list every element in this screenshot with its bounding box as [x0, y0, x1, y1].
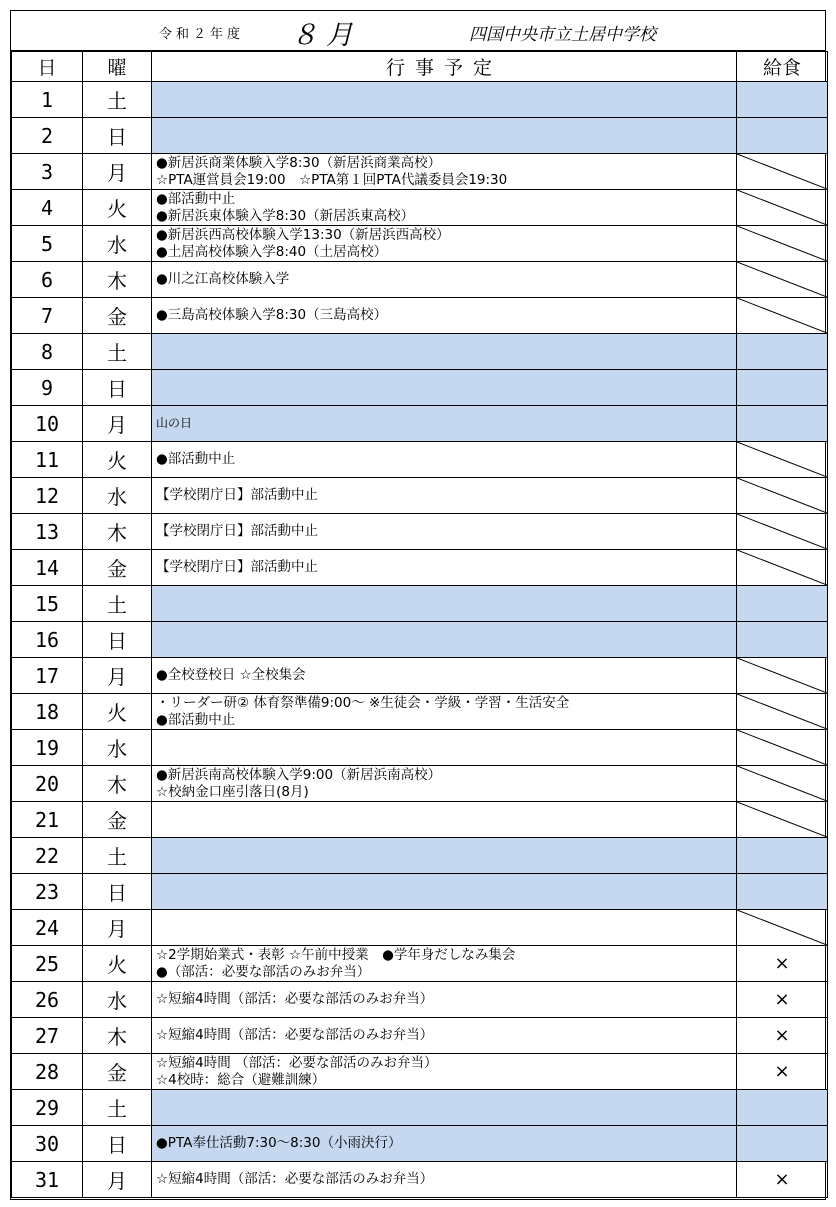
- event-line: ☆短縮4時間（部活：必要な部活のみお弁当）: [156, 1171, 434, 1187]
- weekday: 木: [83, 1018, 152, 1054]
- diagonal-line-icon: [737, 154, 827, 189]
- lunch-mark: [737, 334, 828, 370]
- table-row: [12, 838, 828, 874]
- event-line: ●部活動中止: [156, 190, 236, 207]
- no-lunch-slash: [737, 730, 828, 766]
- event-cell: [152, 442, 737, 478]
- event-line: ●全校登校日 ☆全校集会: [156, 667, 306, 683]
- no-lunch-slash: [737, 910, 828, 946]
- weekday: 月: [83, 658, 152, 694]
- day-number: 6: [12, 262, 83, 298]
- table-row: [12, 1162, 828, 1198]
- event-line: 【学校閉庁日】部活動中止: [156, 487, 318, 503]
- weekday: 金: [83, 802, 152, 838]
- weekday: 日: [83, 370, 152, 406]
- no-lunch-slash: [737, 226, 828, 262]
- event-line: ●三島高校体験入学8:30（三島高校）: [156, 307, 388, 323]
- event-line: ●川之江高校体験入学: [156, 271, 290, 287]
- event-cell: [152, 802, 737, 838]
- lunch-mark: [737, 406, 828, 442]
- event-cell: [152, 838, 737, 874]
- lunch-mark: ×: [737, 982, 828, 1018]
- day-number: 11: [12, 442, 83, 478]
- event-cell: [152, 874, 737, 910]
- event-cell: [152, 1162, 737, 1198]
- day-number: 5: [12, 226, 83, 262]
- no-lunch-slash: [737, 262, 828, 298]
- day-number: 12: [12, 478, 83, 514]
- no-lunch-slash: [737, 658, 828, 694]
- event-cell: [152, 694, 737, 730]
- day-number: 21: [12, 802, 83, 838]
- event-cell: [152, 658, 737, 694]
- day-number: 26: [12, 982, 83, 1018]
- day-number: 10: [12, 406, 83, 442]
- day-number: 24: [12, 910, 83, 946]
- event-cell: [152, 298, 737, 334]
- day-number: 23: [12, 874, 83, 910]
- weekday: 日: [83, 118, 152, 154]
- diagonal-line-icon: [737, 262, 827, 297]
- event-cell: [152, 766, 737, 802]
- event-cell: [152, 982, 737, 1018]
- no-lunch-slash: [737, 766, 828, 802]
- weekday: 日: [83, 622, 152, 658]
- weekday: 月: [83, 406, 152, 442]
- event-line: ●PTA奉仕活動7:30～8:30（小雨決行）: [156, 1135, 402, 1151]
- weekday: 月: [83, 1162, 152, 1198]
- table-row: [12, 226, 828, 262]
- event-cell: [152, 190, 737, 226]
- weekday: 月: [83, 154, 152, 190]
- no-lunch-slash: [737, 550, 828, 586]
- event-cell: [152, 1090, 737, 1126]
- column-header-weekday: 曜: [83, 52, 152, 82]
- lunch-mark: [737, 370, 828, 406]
- table-row: [12, 982, 828, 1018]
- diagonal-line-icon: [737, 802, 827, 837]
- event-line: ☆短縮4時間（部活：必要な部活のみお弁当）: [156, 1027, 434, 1043]
- no-lunch-slash: [737, 802, 828, 838]
- weekday: 日: [83, 874, 152, 910]
- day-number: 13: [12, 514, 83, 550]
- lunch-mark: [737, 118, 828, 154]
- weekday: 日: [83, 1126, 152, 1162]
- day-number: 25: [12, 946, 83, 982]
- lunch-mark: [737, 838, 828, 874]
- weekday: 火: [83, 442, 152, 478]
- no-lunch-slash: [737, 190, 828, 226]
- weekday: 土: [83, 838, 152, 874]
- document-header: [11, 11, 825, 51]
- no-lunch-slash: [737, 442, 828, 478]
- table-row: [12, 1126, 828, 1162]
- weekday: 水: [83, 478, 152, 514]
- table-row: [12, 370, 828, 406]
- day-number: 27: [12, 1018, 83, 1054]
- event-cell: [152, 946, 737, 982]
- weekday: 月: [83, 910, 152, 946]
- event-cell: [152, 1018, 737, 1054]
- lunch-mark: [737, 586, 828, 622]
- event-cell: [152, 334, 737, 370]
- schedule-table: [11, 51, 828, 1198]
- event-cell: [152, 154, 737, 190]
- lunch-mark: [737, 1126, 828, 1162]
- no-lunch-slash: [737, 694, 828, 730]
- table-row: [12, 298, 828, 334]
- day-number: 20: [12, 766, 83, 802]
- diagonal-line-icon: [737, 478, 827, 513]
- diagonal-line-icon: [737, 514, 827, 549]
- event-cell: [152, 586, 737, 622]
- day-number: 8: [12, 334, 83, 370]
- event-cell: [152, 730, 737, 766]
- day-number: 3: [12, 154, 83, 190]
- event-cell: [152, 550, 737, 586]
- weekday: 木: [83, 514, 152, 550]
- weekday: 土: [83, 586, 152, 622]
- day-number: 19: [12, 730, 83, 766]
- column-header-events: 行事予定: [152, 52, 737, 82]
- diagonal-line-icon: [737, 694, 827, 729]
- diagonal-line-icon: [737, 298, 827, 333]
- event-line: ●土居高校体験入学8:40（土居高校）: [156, 243, 388, 260]
- day-number: 31: [12, 1162, 83, 1198]
- event-cell: [152, 406, 737, 442]
- day-number: 4: [12, 190, 83, 226]
- diagonal-line-icon: [737, 226, 827, 261]
- weekday: 金: [83, 550, 152, 586]
- lunch-mark: ×: [737, 1162, 828, 1198]
- diagonal-line-icon: [737, 190, 827, 225]
- diagonal-line-icon: [737, 442, 827, 477]
- event-line: ●新居浜西高校体験入学13:30（新居浜西高校）: [156, 226, 450, 243]
- table-row: [12, 910, 828, 946]
- weekday: 水: [83, 982, 152, 1018]
- event-cell: [152, 118, 737, 154]
- weekday: 土: [83, 1090, 152, 1126]
- weekday: 水: [83, 730, 152, 766]
- day-number: 2: [12, 118, 83, 154]
- table-row: [12, 478, 828, 514]
- weekday: 土: [83, 334, 152, 370]
- event-cell: [152, 514, 737, 550]
- diagonal-line-icon: [737, 766, 827, 801]
- day-number: 9: [12, 370, 83, 406]
- lunch-mark: [737, 1090, 828, 1126]
- table-row: [12, 586, 828, 622]
- table-row: [12, 1090, 828, 1126]
- table-row: [12, 118, 828, 154]
- table-row: [12, 874, 828, 910]
- diagonal-line-icon: [737, 658, 827, 693]
- lunch-mark: [737, 82, 828, 118]
- event-cell: [152, 226, 737, 262]
- table-row: [12, 442, 828, 478]
- table-row: [12, 550, 828, 586]
- event-line: ●部活動中止: [156, 711, 236, 728]
- weekday: 木: [83, 262, 152, 298]
- event-cell: [152, 370, 737, 406]
- fiscal-year: 令和２年度: [159, 27, 245, 42]
- event-line: ☆PTA運営員会19:00 ☆PTA第１回PTA代議委員会19:30: [156, 171, 508, 188]
- event-cell: [152, 1054, 737, 1090]
- event-line: ☆4校時：総合（避難訓練）: [156, 1071, 326, 1088]
- event-line: ☆短縮4時間 （部活：必要な部活のみお弁当）: [156, 1054, 438, 1071]
- no-lunch-slash: [737, 298, 828, 334]
- weekday: 火: [83, 694, 152, 730]
- table-row: [12, 82, 828, 118]
- schedule-sheet: [10, 10, 826, 1200]
- event-cell: [152, 262, 737, 298]
- table-row: [12, 406, 828, 442]
- school-name: 四国中央市立土居中学校: [469, 25, 656, 45]
- table-row: [12, 190, 828, 226]
- month-title: ８月: [291, 20, 361, 51]
- column-header-day: 日: [12, 52, 83, 82]
- diagonal-line-icon: [737, 910, 827, 945]
- event-cell: [152, 478, 737, 514]
- day-number: 7: [12, 298, 83, 334]
- schedule-rows: [12, 82, 828, 1198]
- table-row: [12, 658, 828, 694]
- table-row: [12, 766, 828, 802]
- weekday: 水: [83, 226, 152, 262]
- day-number: 14: [12, 550, 83, 586]
- weekday: 木: [83, 766, 152, 802]
- table-row: [12, 334, 828, 370]
- column-header-lunch: 給食: [737, 52, 828, 82]
- table-row: [12, 802, 828, 838]
- day-number: 30: [12, 1126, 83, 1162]
- column-header-row: [12, 52, 828, 82]
- day-number: 1: [12, 82, 83, 118]
- table-row: [12, 946, 828, 982]
- event-line: ☆2学期始業式・表彰 ☆午前中授業 ●学年身だしなみ集会: [156, 946, 516, 963]
- weekday: 火: [83, 946, 152, 982]
- table-row: [12, 622, 828, 658]
- table-row: [12, 1018, 828, 1054]
- lunch-mark: [737, 874, 828, 910]
- lunch-mark: ×: [737, 1018, 828, 1054]
- event-cell: [152, 82, 737, 118]
- day-number: 16: [12, 622, 83, 658]
- table-row: [12, 694, 828, 730]
- lunch-mark: [737, 622, 828, 658]
- day-number: 18: [12, 694, 83, 730]
- lunch-mark: ×: [737, 1054, 828, 1090]
- day-number: 28: [12, 1054, 83, 1090]
- weekday: 金: [83, 298, 152, 334]
- no-lunch-slash: [737, 154, 828, 190]
- no-lunch-slash: [737, 478, 828, 514]
- diagonal-line-icon: [737, 730, 827, 765]
- event-line: ●新居浜商業体験入学8:30（新居浜商業高校）: [156, 154, 442, 171]
- weekday: 火: [83, 190, 152, 226]
- day-number: 29: [12, 1090, 83, 1126]
- event-cell: [152, 910, 737, 946]
- event-cell: [152, 1126, 737, 1162]
- diagonal-line-icon: [737, 550, 827, 585]
- event-line: ●新居浜東体験入学8:30（新居浜東高校）: [156, 207, 415, 224]
- table-row: [12, 262, 828, 298]
- day-number: 15: [12, 586, 83, 622]
- event-cell: [152, 622, 737, 658]
- table-row: [12, 514, 828, 550]
- weekday: 金: [83, 1054, 152, 1090]
- event-line: ●（部活：必要な部活のみお弁当）: [156, 963, 371, 980]
- event-line: ・リーダー研② 体育祭準備9:00～ ※生徒会・学級・学習・生活安全: [156, 694, 570, 711]
- event-line: 【学校閉庁日】部活動中止: [156, 523, 318, 539]
- weekday: 土: [83, 82, 152, 118]
- day-number: 22: [12, 838, 83, 874]
- event-line: ●新居浜南高校体験入学9:00（新居浜南高校）: [156, 766, 442, 783]
- event-line: ●部活動中止: [156, 451, 236, 467]
- lunch-mark: ×: [737, 946, 828, 982]
- event-line: ☆校納金口座引落日(8月): [156, 783, 309, 800]
- event-line: 山の日: [156, 416, 193, 430]
- table-row: [12, 730, 828, 766]
- no-lunch-slash: [737, 514, 828, 550]
- event-line: 【学校閉庁日】部活動中止: [156, 559, 318, 575]
- event-line: ☆短縮4時間（部活：必要な部活のみお弁当）: [156, 991, 434, 1007]
- table-row: [12, 1054, 828, 1090]
- day-number: 17: [12, 658, 83, 694]
- table-row: [12, 154, 828, 190]
